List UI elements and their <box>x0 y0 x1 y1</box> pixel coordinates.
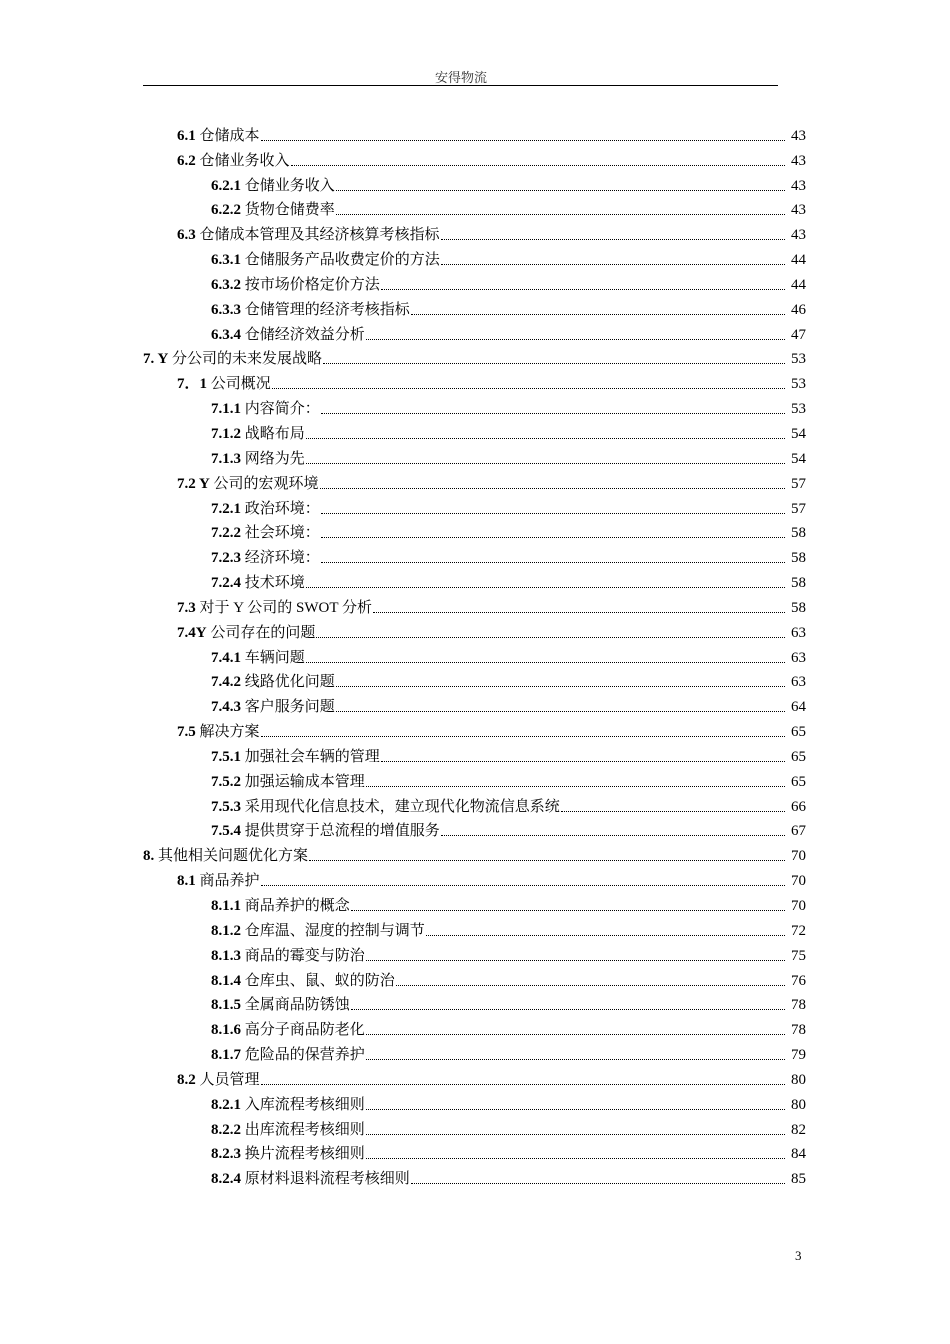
toc-entry-title <box>211 972 395 990</box>
toc-entry-page: 84 <box>791 1146 806 1163</box>
dot-leader <box>411 1183 785 1184</box>
toc-entry-number: 8.1.1 <box>211 898 241 914</box>
toc-entry-number: 6.2.1 <box>211 177 241 194</box>
toc-entry-page: 43 <box>791 127 806 144</box>
toc-entry-title <box>211 1170 410 1188</box>
toc-entry-page: 67 <box>791 823 806 840</box>
toc-entry-label: 经济环境： <box>244 550 320 567</box>
toc-entry-number: 6.3.3 <box>211 301 241 318</box>
toc-entry-page: 53 <box>791 401 806 418</box>
toc-entry-number: 8.2.2 <box>211 1121 241 1138</box>
toc-entry-number: 8.1 <box>177 873 196 890</box>
toc-entry-number: 6.2.2 <box>211 202 241 219</box>
toc-entry[interactable] <box>0 145 950 170</box>
toc-entry[interactable] <box>0 443 950 468</box>
toc-entry-title <box>177 1071 260 1089</box>
dot-leader <box>366 1034 785 1035</box>
dot-leader <box>381 289 785 290</box>
toc-entry-label: 网络为先 <box>244 450 305 467</box>
toc-entry[interactable] <box>0 468 950 493</box>
toc-entry-title <box>211 276 380 294</box>
toc-entry-title <box>177 599 372 617</box>
dot-leader <box>272 388 785 389</box>
toc-entry-page: 78 <box>791 1022 806 1039</box>
toc-entry-page: 58 <box>791 599 806 616</box>
dot-leader <box>411 314 785 315</box>
toc-entry[interactable] <box>0 865 950 890</box>
toc-entry-label: 按市场价格定价方法 <box>244 276 380 293</box>
toc-entry-label: 提供贯穿于总流程的增值服务 <box>244 823 440 840</box>
toc-entry-title <box>177 872 260 890</box>
dot-leader <box>306 438 785 439</box>
toc-entry-label: 加强社会车辆的管理 <box>244 748 380 765</box>
toc-entry-number: 8.1.5 <box>211 997 241 1014</box>
toc-entry-label: 原材料退料流程考核细则 <box>244 1171 410 1188</box>
toc-entry[interactable] <box>0 1139 950 1164</box>
toc-entry-title <box>211 798 560 816</box>
toc-entry-page: 70 <box>791 848 806 865</box>
toc-entry-number: 7.4.1 <box>211 649 241 666</box>
dot-leader <box>306 587 785 588</box>
dot-leader <box>366 339 785 340</box>
toc-entry-number: 7.1.1 <box>211 401 241 418</box>
toc-entry[interactable] <box>0 691 950 716</box>
toc-entry-label: 对于 Y 公司的 SWOT 分析 <box>199 599 373 616</box>
toc-entry-page: 53 <box>791 351 806 368</box>
toc-entry-number: 8.2.4 <box>211 1171 241 1188</box>
toc-entry-title <box>211 947 365 965</box>
toc-entry-page: 63 <box>791 624 806 641</box>
toc-entry[interactable] <box>0 1089 950 1114</box>
toc-entry-title <box>211 996 350 1014</box>
toc-entry-label: 车辆问题 <box>244 649 305 666</box>
header-divider <box>143 85 778 86</box>
toc-entry-page: 46 <box>791 301 806 318</box>
toc-entry[interactable] <box>0 816 950 841</box>
toc-entry-label: 商品养护的概念 <box>244 898 350 914</box>
toc-entry-number: 7. Y <box>143 351 169 368</box>
toc-entry-title <box>211 1121 365 1139</box>
toc-entry[interactable] <box>0 219 950 244</box>
toc-entry-label: 仓储业务收入 <box>199 152 290 169</box>
toc-entry-title <box>211 301 410 319</box>
dot-leader <box>309 860 785 861</box>
toc-entry-page: 58 <box>791 550 806 567</box>
dot-leader <box>336 190 785 191</box>
dot-leader <box>320 488 785 489</box>
toc-entry-page: 57 <box>791 500 806 517</box>
toc-entry-label: 仓储管理的经济考核指标 <box>244 301 410 318</box>
toc-entry-label: 商品的霉变与防治 <box>244 947 365 964</box>
dot-leader <box>261 736 785 737</box>
toc-entry-label: 分公司的未来发展战略 <box>172 351 323 368</box>
toc-entry-number: 6.3 <box>177 227 196 244</box>
toc-entry[interactable] <box>0 642 950 667</box>
toc-entry-label: 货物仓储费率 <box>244 202 335 219</box>
toc-entry-title <box>211 1046 365 1064</box>
toc-entry-page: 57 <box>791 475 806 492</box>
toc-entry-number: 8.1.6 <box>211 1022 241 1039</box>
toc-entry[interactable] <box>0 244 950 269</box>
toc-entry[interactable] <box>0 741 950 766</box>
dot-leader <box>321 513 785 514</box>
toc-entry-title <box>177 226 440 244</box>
toc-entry-page: 44 <box>791 252 806 269</box>
toc-entry-page: 54 <box>791 450 806 467</box>
toc-entry-number: 6.3.1 <box>211 252 241 269</box>
toc-entry-page: 43 <box>791 227 806 244</box>
toc-entry-title <box>211 1021 365 1039</box>
toc-entry-page: 47 <box>791 326 806 343</box>
toc-entry-number: 7.2.1 <box>211 500 241 517</box>
dot-leader <box>441 835 785 836</box>
dot-leader <box>426 935 785 936</box>
toc-entry-number: 7.4Y <box>177 624 207 641</box>
dot-leader <box>351 1009 785 1010</box>
dot-leader <box>366 1059 785 1060</box>
toc-entry-number: 7.4.3 <box>211 699 241 716</box>
toc-entry[interactable] <box>0 840 950 865</box>
dot-leader <box>366 1109 785 1110</box>
dot-leader <box>366 1134 785 1135</box>
toc-entry[interactable] <box>0 791 950 816</box>
toc-entry-page: 43 <box>791 177 806 194</box>
toc-entry-label: 客户服务问题 <box>244 699 335 716</box>
toc-entry-label: 战略布局 <box>244 425 305 442</box>
toc-entry-number: 6.3.2 <box>211 276 241 293</box>
toc-entry[interactable] <box>0 1114 950 1139</box>
toc-entry-label: 技术环境 <box>244 575 305 592</box>
toc-entry-page: 65 <box>791 724 806 741</box>
toc-entry-label: 换片流程考核细则 <box>244 1146 365 1163</box>
toc-entry-label: 公司存在的问题 <box>210 624 316 641</box>
toc-entry[interactable] <box>0 368 950 393</box>
toc-entry-title <box>211 1145 365 1163</box>
toc-entry-title <box>211 251 440 269</box>
toc-entry-title <box>211 450 305 468</box>
toc-entry-page: 70 <box>791 898 806 914</box>
toc-entry-label: 内容简介： <box>244 401 320 418</box>
toc-entry-number: 6.2 <box>177 152 196 169</box>
toc-entry-label: 加强运输成本管理 <box>244 773 365 790</box>
dot-leader <box>306 662 785 663</box>
toc-entry[interactable] <box>0 915 950 940</box>
toc-entry-number: 8.2.3 <box>211 1146 241 1163</box>
toc-entry-page: 54 <box>791 425 806 442</box>
toc-entry-title <box>211 549 320 567</box>
dot-leader <box>351 910 785 911</box>
toc-entry-title <box>211 649 305 667</box>
dot-leader <box>441 239 785 240</box>
toc-entry[interactable] <box>0 766 950 791</box>
toc-entry[interactable] <box>0 319 950 344</box>
toc-entry-title <box>177 127 260 145</box>
toc-entry-number: 8.1.7 <box>211 1047 241 1064</box>
toc-entry-page: 72 <box>791 922 806 939</box>
toc-entry-title <box>211 524 320 542</box>
toc-entry-page: 53 <box>791 376 806 393</box>
toc-entry-label: 仓储业务收入 <box>244 177 335 194</box>
toc-entry[interactable] <box>0 1064 950 1089</box>
dot-leader <box>261 885 785 886</box>
toc-entry-page: 76 <box>791 972 806 989</box>
dot-leader <box>306 463 785 464</box>
toc-entry[interactable] <box>0 195 950 220</box>
dot-leader <box>316 637 785 638</box>
toc-entry[interactable] <box>0 1039 950 1064</box>
toc-entry-label: 人员管理 <box>199 1071 260 1088</box>
toc-entry-title <box>211 673 335 691</box>
toc-entry-title <box>211 500 320 518</box>
toc-entry-page: 44 <box>791 276 806 293</box>
toc-entry-page: 70 <box>791 873 806 890</box>
toc-entry-page: 58 <box>791 575 806 592</box>
toc-entry-number: 6.3.4 <box>211 326 241 343</box>
toc-entry-label: 政治环境： <box>244 500 320 517</box>
toc-entry-title <box>177 475 319 493</box>
toc-entry-label: 高分子商品防老化 <box>244 1022 365 1039</box>
toc-entry-number: 7.1.3 <box>211 450 241 467</box>
toc-entry-title <box>177 152 290 170</box>
dot-leader <box>441 264 785 265</box>
toc-entry-title <box>143 847 308 865</box>
toc-entry[interactable] <box>0 617 950 642</box>
toc-entry-number: 7.2.3 <box>211 550 241 567</box>
toc-entry[interactable] <box>0 493 950 518</box>
toc-entry-label: 危险品的保营养护 <box>244 1047 365 1064</box>
toc-entry-number: 8.1.2 <box>211 922 241 939</box>
toc-entry[interactable] <box>0 120 950 145</box>
toc-entry-title <box>211 574 305 592</box>
toc-entry-title <box>211 897 350 915</box>
toc-entry-page: 85 <box>791 1171 806 1188</box>
toc-entry-number: 7.5 <box>177 724 196 741</box>
toc-entry-number: 7.2 Y <box>177 475 210 492</box>
toc-entry[interactable] <box>0 716 950 741</box>
toc-entry-number: 7.5.3 <box>211 798 241 815</box>
toc-entry-title <box>211 400 320 418</box>
toc-entry-title <box>177 375 271 393</box>
toc-entry[interactable] <box>0 1163 950 1188</box>
toc-entry[interactable] <box>0 542 950 567</box>
toc-entry[interactable] <box>0 170 950 195</box>
dot-leader <box>366 960 785 961</box>
toc-entry-title <box>211 201 335 219</box>
toc-entry-page: 82 <box>791 1121 806 1138</box>
running-header: 安得物流 <box>434 70 487 85</box>
toc-entry-page: 63 <box>791 674 806 691</box>
toc-entry-title <box>177 624 315 642</box>
dot-leader <box>336 686 785 687</box>
toc-entry-title <box>143 350 322 368</box>
toc-entry-number: 7.3 <box>177 599 196 616</box>
table-of-contents <box>0 120 950 1188</box>
toc-entry-page: 65 <box>791 748 806 765</box>
toc-entry-label: 仓储成本管理及其经济核算考核指标 <box>199 227 440 244</box>
toc-entry-label: 商品养护 <box>199 873 260 890</box>
dot-leader <box>291 165 785 166</box>
dot-leader <box>323 363 785 364</box>
toc-entry-label: 出库流程考核细则 <box>244 1121 365 1138</box>
dot-leader <box>261 140 785 141</box>
toc-entry-number: 7.5.2 <box>211 773 241 790</box>
toc-entry-number: 8.1.3 <box>211 947 241 964</box>
dot-leader <box>381 761 785 762</box>
toc-entry-title <box>211 922 425 940</box>
toc-entry-label: 社会环境： <box>244 525 320 542</box>
toc-entry-page: 66 <box>791 798 806 815</box>
toc-entry[interactable] <box>0 990 950 1015</box>
toc-entry-number: 7.5.4 <box>211 823 241 840</box>
toc-entry-label: 公司概况 <box>210 376 271 393</box>
toc-entry[interactable] <box>0 567 950 592</box>
toc-entry-page: 43 <box>791 152 806 169</box>
toc-entry-page: 79 <box>791 1047 806 1064</box>
dot-leader <box>321 413 785 414</box>
toc-entry-title <box>177 723 260 741</box>
toc-entry[interactable] <box>0 418 950 443</box>
toc-entry[interactable] <box>0 518 950 543</box>
dot-leader <box>321 537 785 538</box>
toc-entry-page: 58 <box>791 525 806 542</box>
toc-entry-title <box>211 822 440 840</box>
toc-entry-page: 64 <box>791 699 806 716</box>
dot-leader <box>561 811 785 812</box>
dot-leader <box>396 985 785 986</box>
toc-entry-label: 线路优化问题 <box>244 674 335 691</box>
toc-entry-number: 8.2.1 <box>211 1096 241 1113</box>
toc-entry-title <box>211 773 365 791</box>
toc-entry-page: 63 <box>791 649 806 666</box>
toc-entry-title <box>211 748 380 766</box>
toc-entry-page: 80 <box>791 1071 806 1088</box>
toc-entry[interactable] <box>0 294 950 319</box>
toc-entry[interactable] <box>0 667 950 692</box>
dot-leader <box>366 786 785 787</box>
toc-entry-label: 全属商品防锈蚀 <box>244 997 350 1014</box>
toc-entry-label: 公司的宏观环境 <box>213 475 319 492</box>
toc-entry-number: 7.5.1 <box>211 748 241 765</box>
dot-leader <box>261 1084 785 1085</box>
toc-entry-number: 8.1.4 <box>211 972 241 989</box>
toc-entry-title <box>211 698 335 716</box>
toc-entry-number: 7.2.4 <box>211 575 241 592</box>
toc-entry-number: 7.4.2 <box>211 674 241 691</box>
toc-entry-label: 仓储经济效益分析 <box>244 326 365 343</box>
toc-entry-label: 采用现代化信息技术，建立现代化物流信息系统 <box>244 798 560 815</box>
toc-entry-number: 8. <box>143 848 155 865</box>
dot-leader <box>321 562 785 563</box>
toc-entry[interactable] <box>0 890 950 915</box>
toc-entry-title <box>211 177 335 195</box>
toc-entry-number: 6.1 <box>177 127 196 144</box>
toc-entry-page: 43 <box>791 202 806 219</box>
toc-entry[interactable] <box>0 393 950 418</box>
toc-entry[interactable] <box>0 269 950 294</box>
dot-leader <box>366 1158 785 1159</box>
toc-entry-label: 仓库虫、鼠、蚁的防治 <box>244 972 395 989</box>
dot-leader <box>336 214 785 215</box>
toc-entry-page: 65 <box>791 773 806 790</box>
toc-entry-number: 7.1.2 <box>211 425 241 442</box>
toc-entry[interactable] <box>0 1014 950 1039</box>
toc-entry-number: 8.2 <box>177 1071 196 1088</box>
toc-entry[interactable] <box>0 940 950 965</box>
toc-entry-number: 7.2.2 <box>211 525 241 542</box>
toc-entry-label: 仓储服务产品收费定价的方法 <box>244 252 440 269</box>
toc-entry-label: 仓储成本 <box>199 127 260 144</box>
toc-entry-page: 75 <box>791 947 806 964</box>
toc-entry-label: 解决方案 <box>199 724 260 741</box>
toc-entry[interactable] <box>0 344 950 369</box>
toc-entry-label: 仓库温、湿度的控制与调节 <box>244 922 425 939</box>
toc-entry-label: 其他相关问题优化方案 <box>158 848 309 865</box>
dot-leader <box>373 612 785 613</box>
toc-entry[interactable] <box>0 965 950 990</box>
dot-leader <box>336 711 785 712</box>
toc-entry-title <box>211 326 365 344</box>
toc-entry-page: 80 <box>791 1096 806 1113</box>
page-number: 3 <box>795 1248 802 1263</box>
toc-entry-title <box>211 425 305 443</box>
toc-entry-number: 7．1 <box>177 376 208 393</box>
toc-entry-title <box>211 1096 365 1114</box>
toc-entry-label: 入库流程考核细则 <box>244 1096 365 1113</box>
toc-entry[interactable] <box>0 592 950 617</box>
toc-entry-page: 78 <box>791 997 806 1014</box>
